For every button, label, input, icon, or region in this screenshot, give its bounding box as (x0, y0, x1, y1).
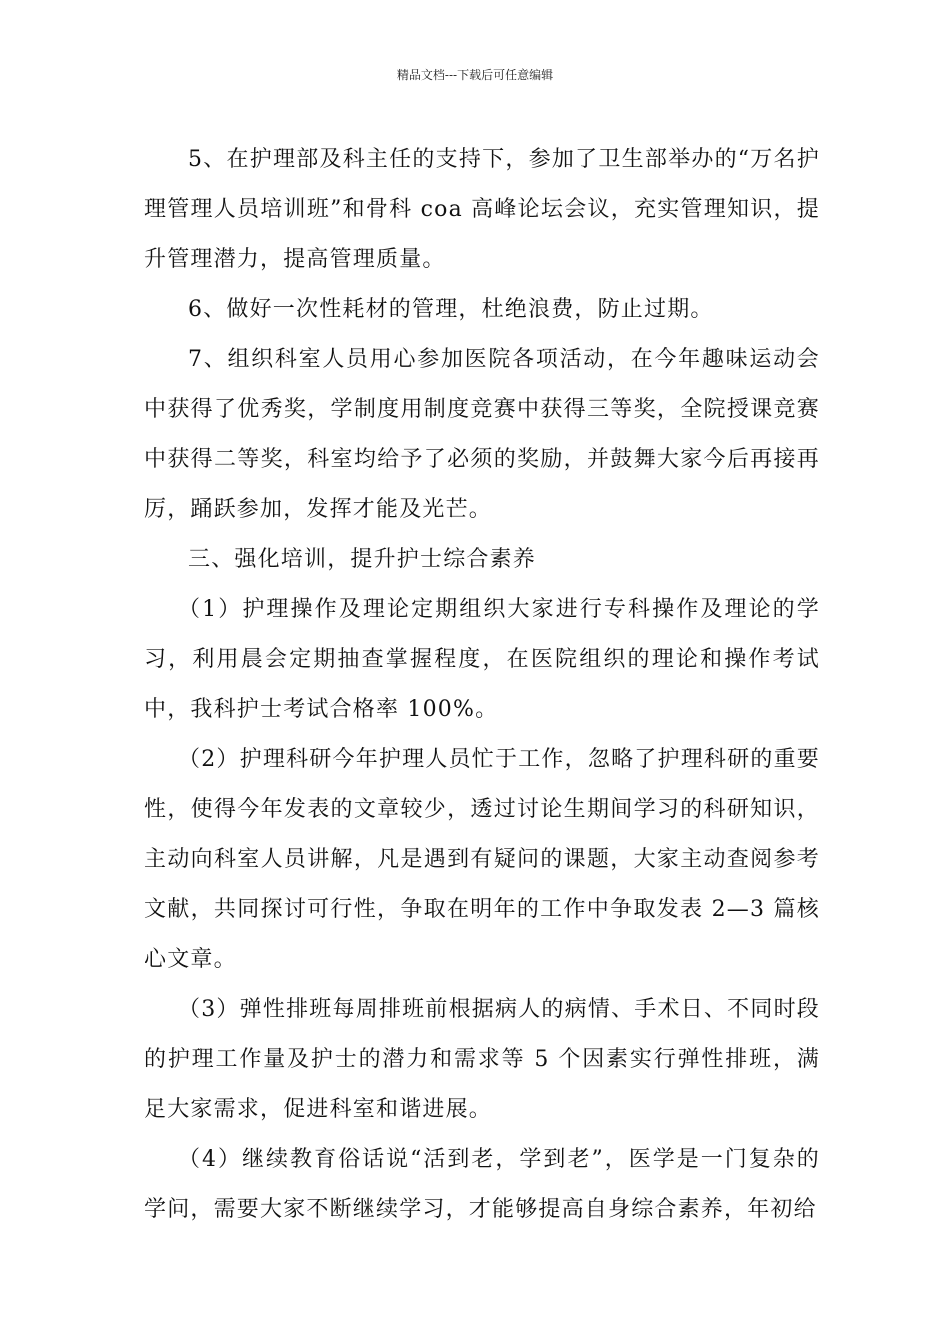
document-body (144, 135, 820, 1235)
paragraph-training-3: （3）弹性排班每周排班前根据病人的病情、手术日、不同时段的护理工作量及护士的潜力和需求等 5 个因素实行弹性排班，满足大家需求，促进科室和谐进展。 (144, 997, 820, 1122)
paragraph-item-5: 5、在护理部及科主任的支持下，参加了卫生部举办的“万名护理管理人员培训班”和骨科 coa 高峰论坛会议，充实管理知识，提升管理潜力，提高管理质量。 (144, 147, 820, 272)
paragraph-item-7: 7、组织科室人员用心参加医院各项活动，在今年趣味运动会中获得了优秀奖，学制度用制度竞赛中获得三等奖，全院授课竞赛中获得二等奖，科室均给予了必须的奖励，并鼓舞大家今后再接再厉，踊跃参加，发挥才能及光芒。 (144, 347, 820, 522)
paragraph-training-2: （2）护理科研今年护理人员忙于工作，忽略了护理科研的重要性，使得今年发表的文章较少，透过讨论生期间学习的科研知识，主动向科室人员讲解，凡是遇到有疑问的课题，大家主动查阅参考文献，共同探讨可行性，争取在明年的工作中争取发表 2—3 篇核心文章。 (144, 747, 820, 972)
paragraph-item-6: 6、做好一次性耗材的管理，杜绝浪费，防止过期。 (188, 297, 714, 322)
section-heading-3: 三、强化培训，提升护士综合素养 (188, 547, 537, 572)
paragraph-training-1: （1）护理操作及理论定期组织大家进行专科操作及理论的学习，利用晨会定期抽查掌握程度，在医院组织的理论和操作考试中，我科护士考试合格率 100%。 (144, 597, 820, 722)
paragraph-training-4: （4）继续教育俗话说“活到老，学到老”，医学是一门复杂的学问，需要大家不断继续学习，才能够提高自身综合素养，年初给 (144, 1147, 820, 1222)
page-header: 精品文档---下载后可任意编辑 (396, 68, 554, 82)
